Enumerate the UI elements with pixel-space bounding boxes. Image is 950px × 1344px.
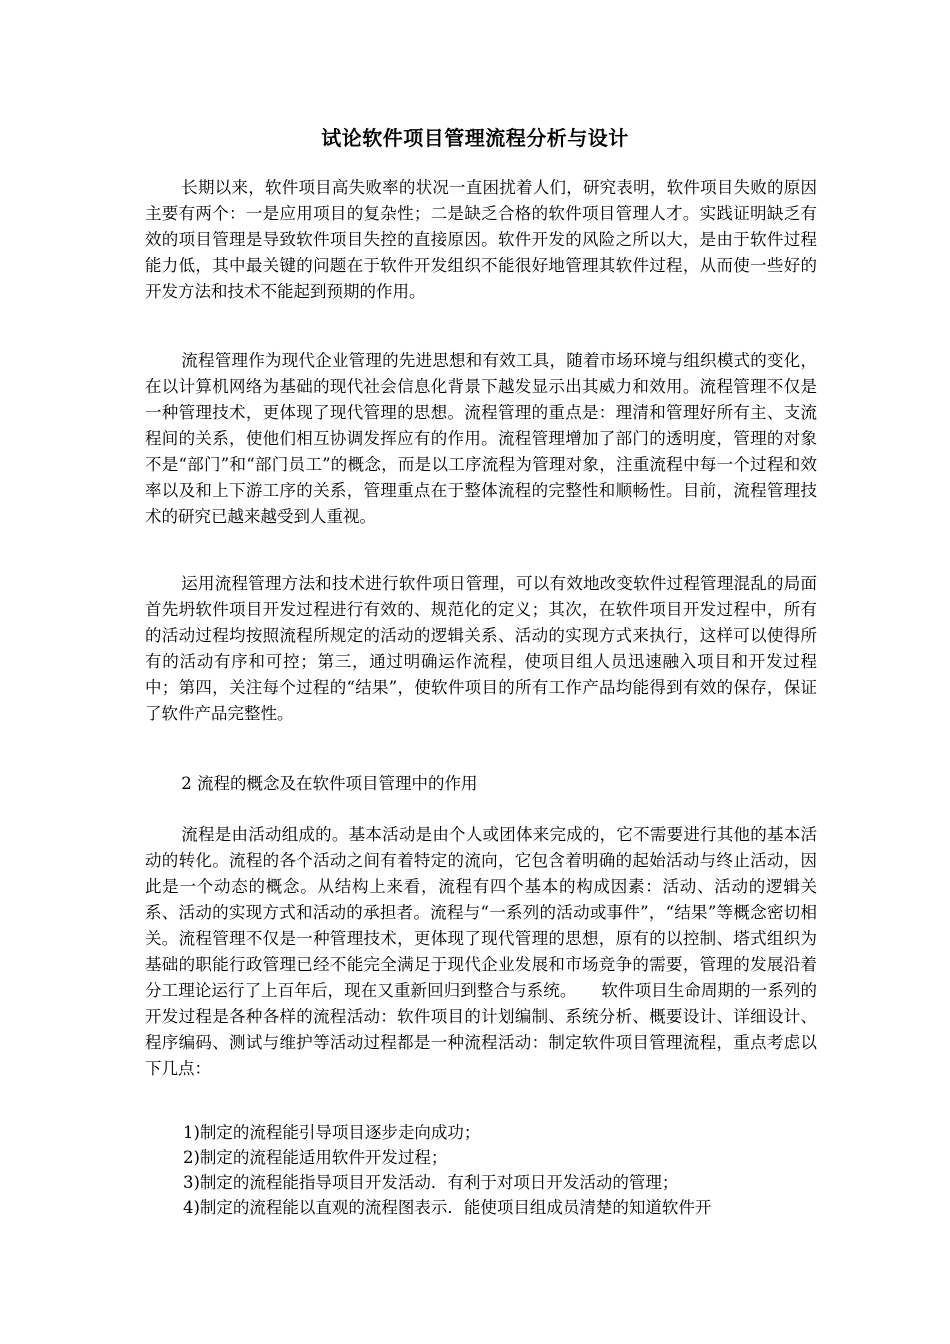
paragraph-3 bbox=[145, 571, 817, 727]
paragraph-5 bbox=[145, 822, 817, 1082]
paragraph-text: 流程管理作为现代企业管理的先进思想和有效工具，随着市场环境与组织模式的变化，在以计算机网络为基础的现代社会信息化背景下越发显示出其威力和效用。流程管理不仅是一种管理技术，更体现了现代管理的思想。流程管理的重点是：理清和管理好所有主、支流程间的关系，使他们相互协调发挥应有的作用。流程管理增加了部门的透明度，管理的对象不是“部门”和“部门员工”的概念，而是以工序流程为管理对象，注重流程中每一个过程和效率以及和上下游工序的关系，管理重点在于整体流程的完整性和顺畅性。目前，流程管理技术的研究已越来越受到人重视。 bbox=[145, 351, 817, 526]
list-item: 2)制定的流程能适用软件开发过程； bbox=[183, 1148, 448, 1167]
section-heading-text: 2 流程的概念及在软件项目管理中的作用 bbox=[181, 774, 478, 793]
paragraph-2 bbox=[145, 348, 817, 530]
numbered-list bbox=[183, 1120, 823, 1220]
list-item: 3)制定的流程能指导项目开发活动．有利于对项日开发活动的管理； bbox=[183, 1173, 679, 1192]
paragraph-text: 流程是由活动组成的。基本活动是由个人或团体来完成的，它不需要进行其他的基本活动的转化。流程的各个活动之间有着特定的流向，它包含着明确的起始活动与终止活动，因此是一个动态的概念。从结构上来看，流程有四个基本的构成因素：活动、活动的逻辑关系、活动的实现方式和活动的承担者。流程与“一系列的活动或事件”，“结果”等概念密切相关。流程管理不仅是一种管理技术，更体现了现代管理的思想，原有的以控制、塔式组织为基础的职能行政管理已经不能完全满足于现代企业发展和市场竞争的需要，管理的发展沿着分工理论运行了上百年后，现在又重新回归到整合与系统。 软件项目生命周期的一系列的开发过程是各种各样的流程活动：软件项目的计划编制、系统分析、概要设计、详细设计、程序编码、测试与维护等活动过程都是一种流程活动：制定软件项目管理流程，重点考虑以下几点： bbox=[145, 825, 817, 1078]
document-title: 试论软件项目管理流程分析与设计 bbox=[321, 126, 629, 150]
paragraph-text: 运用流程管理方法和技术进行软件项日管理，可以有效地改变软件过程管理混乱的局面首先坍软件项目开发过程进行有效的、规范化的定义；其次，在软件项目开发过程中，所有的活动过程均按照流程所规定的活动的逻辑关系、活动的实现方式来执行，这样可以使得所有的活动有序和可控；第三，通过明确运作流程，使项目组人员迅速融入项目和开发过程中；第四，关注每个过程的“结果”，使软件项目的所有工作产品均能得到有效的保存，保证了软件产品完整性。 bbox=[145, 574, 817, 723]
list-item: 1)制定的流程能引导项目逐步走向成功； bbox=[183, 1123, 481, 1142]
list-item: 4)制定的流程能以直观的流程图表示．能使项目组成员清楚的知道软件开 bbox=[183, 1198, 712, 1217]
paragraph-text: 长期以来，软件项目高失败率的状况一直困扰着人们，研究表明，软件项目失败的原因主要有两个：一是应用项目的复杂性；二是缺乏合格的软件项目管理人才。实践证明缺乏有效的项目管理是导致软件项目失控的直接原因。软件开发的风险之所以大，是由于软件过程能力低，其中最关键的问题在于软件开发组织不能很好地管理其软件过程，从而使一些好的开发方法和技术不能起到预期的作用。 bbox=[145, 178, 817, 301]
paragraph-1 bbox=[145, 175, 817, 305]
section-heading bbox=[145, 771, 817, 797]
